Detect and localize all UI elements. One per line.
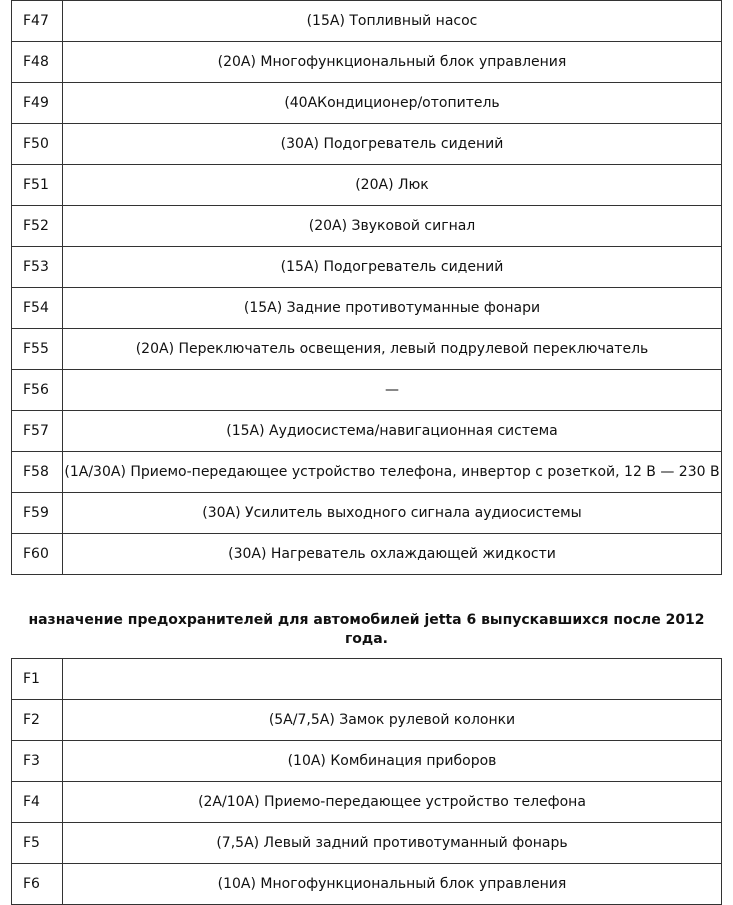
fuse-id-cell: F4: [12, 782, 63, 823]
fuse-id-cell: F1: [12, 659, 63, 700]
fuse-description-cell: (20А) Переключатель освещения, левый подрулевой переключатель: [63, 329, 722, 370]
fuse-description-cell: (15А) Подогреватель сидений: [63, 247, 722, 288]
table-row: [12, 42, 722, 83]
table-row: [12, 288, 722, 329]
table-row: [12, 124, 722, 165]
table-row: [12, 452, 722, 493]
fuse-id-cell: F58: [12, 452, 63, 493]
table-row: [12, 247, 722, 288]
fuse-id-cell: F48: [12, 42, 63, 83]
fuse-description-cell: (5А/7,5А) Замок рулевой колонки: [63, 700, 722, 741]
fuse-id-cell: F57: [12, 411, 63, 452]
table-row: [12, 741, 722, 782]
fuse-description-cell: —: [63, 370, 722, 411]
table-row: [12, 165, 722, 206]
fuse-description-cell: (30А) Подогреватель сидений: [63, 124, 722, 165]
fuse-table-1: [11, 0, 722, 575]
table-row: [12, 329, 722, 370]
fuse-id-cell: F3: [12, 741, 63, 782]
table-row: [12, 493, 722, 534]
fuse-id-cell: F51: [12, 165, 63, 206]
section-heading: назначение предохранителей для автомобилей jetta 6 выпускавшихся после 2012 года.: [28, 612, 705, 647]
table-row: [12, 1, 722, 42]
fuse-id-cell: F52: [12, 206, 63, 247]
fuse-description-cell: (7,5А) Левый задний противотуманный фонарь: [63, 823, 722, 864]
fuse-description-cell: (2А/10А) Приемо-передающее устройство телефона: [63, 782, 722, 823]
fuse-id-cell: F50: [12, 124, 63, 165]
fuse-id-cell: F5: [12, 823, 63, 864]
fuse-id-cell: F49: [12, 83, 63, 124]
table-row: [12, 864, 722, 905]
fuse-id-cell: F54: [12, 288, 63, 329]
fuse-description-cell: (15А) Задние противотуманные фонари: [63, 288, 722, 329]
table-row: [12, 534, 722, 575]
fuse-description-cell: (15А) Топливный насос: [63, 1, 722, 42]
fuse-table-2: [11, 658, 722, 905]
fuse-id-cell: F6: [12, 864, 63, 905]
table-row: [12, 206, 722, 247]
table-row: [12, 83, 722, 124]
fuse-description-cell: (20А) Люк: [63, 165, 722, 206]
fuse-description-cell: (15А) Аудиосистема/навигационная система: [63, 411, 722, 452]
table-row: [12, 411, 722, 452]
fuse-id-cell: F55: [12, 329, 63, 370]
table-row: [12, 782, 722, 823]
fuse-description-cell: (30А) Нагреватель охлаждающей жидкости: [63, 534, 722, 575]
fuse-id-cell: F59: [12, 493, 63, 534]
fuse-description-cell: (10А) Многофункциональный блок управления: [63, 864, 722, 905]
fuse-description-cell: (30А) Усилитель выходного сигнала аудиосистемы: [63, 493, 722, 534]
fuse-description-cell: (20А) Звуковой сигнал: [63, 206, 722, 247]
fuse-id-cell: F56: [12, 370, 63, 411]
fuse-id-cell: F47: [12, 1, 63, 42]
fuse-description-cell: (20А) Многофункциональный блок управления: [63, 42, 722, 83]
table-row: [12, 659, 722, 700]
table-row: [12, 823, 722, 864]
table-row: [12, 700, 722, 741]
fuse-description-cell: [63, 659, 722, 700]
fuse-id-cell: F53: [12, 247, 63, 288]
fuse-description-cell: (10А) Комбинация приборов: [63, 741, 722, 782]
fuse-description-cell: (1А/30А) Приемо-передающее устройство телефона, инвертор с розеткой, 12 В — 230 В: [63, 452, 722, 493]
fuse-id-cell: F60: [12, 534, 63, 575]
table-row: [12, 370, 722, 411]
fuse-id-cell: F2: [12, 700, 63, 741]
fuse-description-cell: (40АКондиционер/отопитель: [63, 83, 722, 124]
